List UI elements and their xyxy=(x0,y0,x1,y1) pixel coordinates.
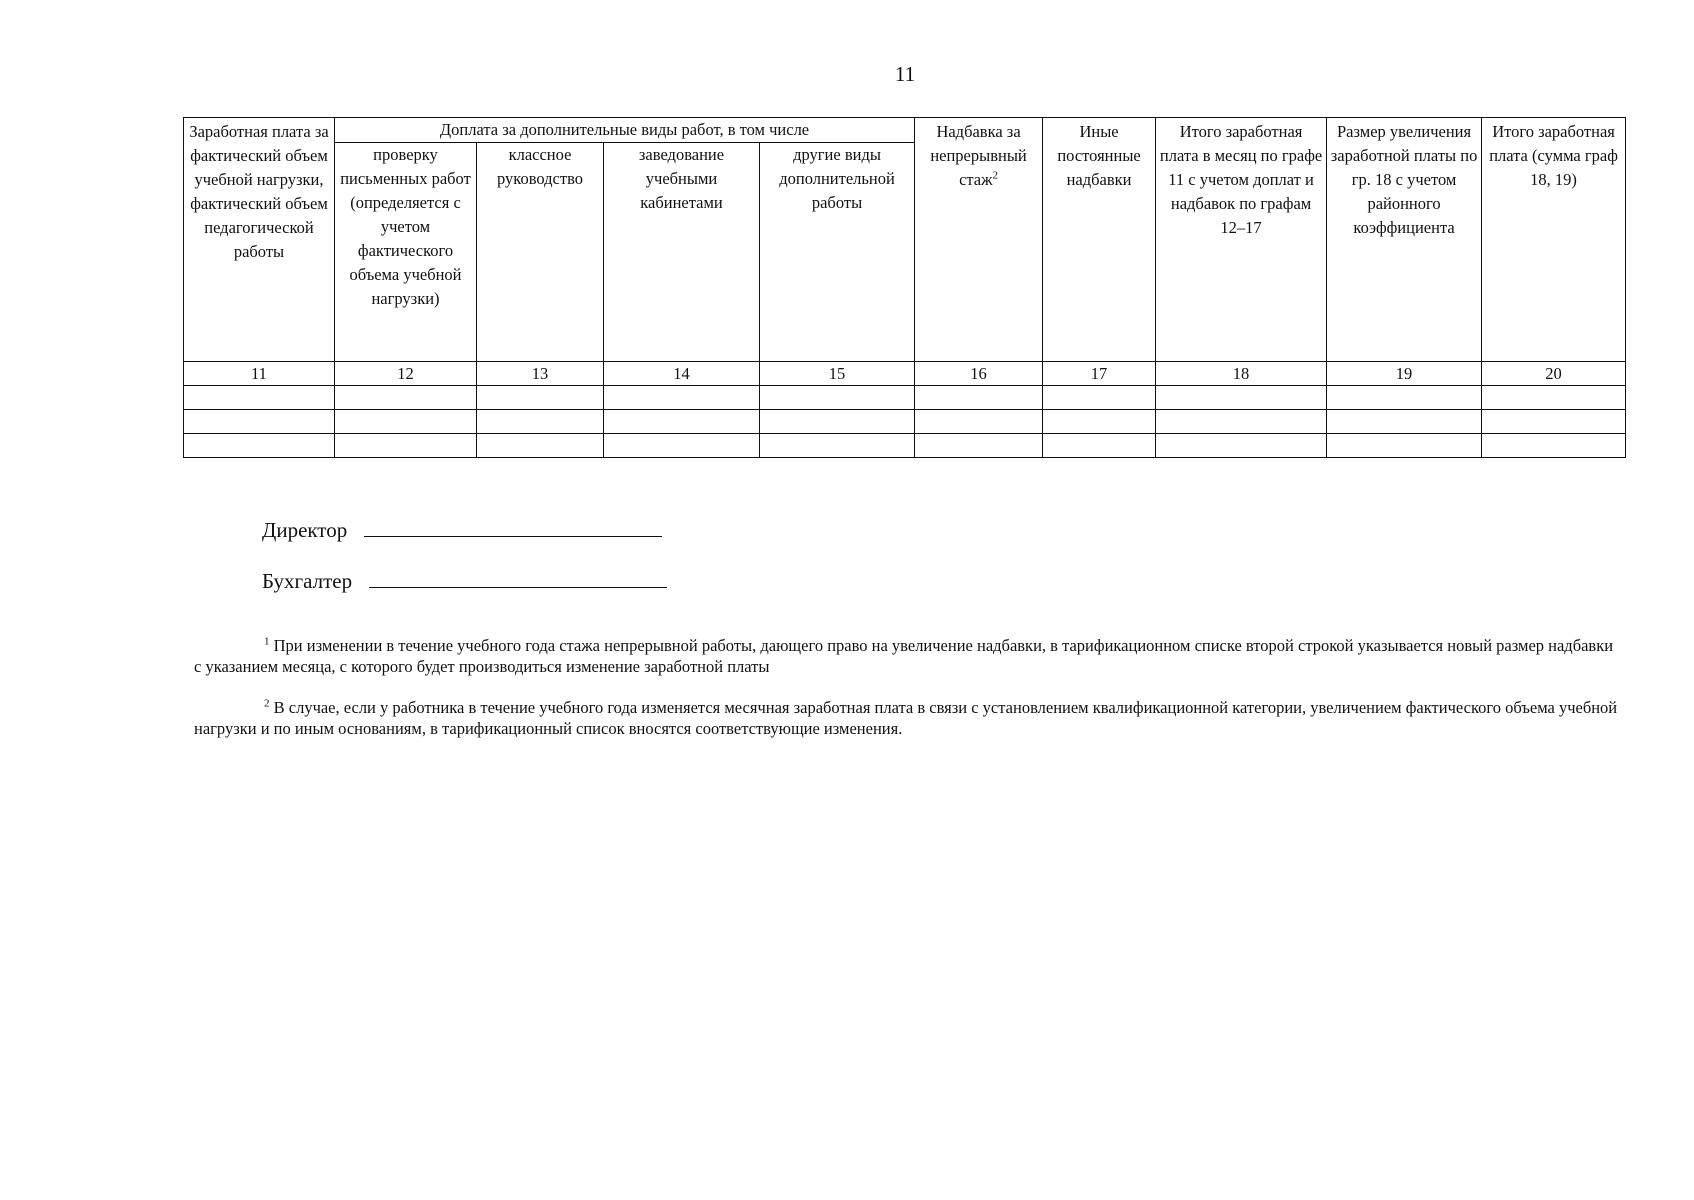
empty-cell xyxy=(1482,434,1626,458)
page-number: 11 xyxy=(894,62,916,86)
empty-cell xyxy=(1156,434,1327,458)
column-number: 16 xyxy=(915,362,1043,386)
empty-cell xyxy=(604,386,760,410)
empty-cell xyxy=(477,386,604,410)
empty-cell xyxy=(915,434,1043,458)
accountant-label: Бухгалтер xyxy=(262,569,353,593)
header-col-15: другие виды дополнительной работы xyxy=(760,143,915,362)
header-col-16 xyxy=(915,118,1043,362)
empty-cell xyxy=(760,434,915,458)
column-number: 13 xyxy=(477,362,604,386)
tariff-table xyxy=(183,117,1626,458)
table-row-empty xyxy=(184,434,1626,458)
column-number: 18 xyxy=(1156,362,1327,386)
director-signature xyxy=(262,518,662,543)
column-number: 14 xyxy=(604,362,760,386)
header-col-17: Иные постоянные надбавки xyxy=(1043,118,1156,362)
empty-cell xyxy=(477,410,604,434)
column-number: 20 xyxy=(1482,362,1626,386)
footnote-2-mark: 2 xyxy=(264,697,270,710)
header-col-19: Размер увеличения заработной платы по гр. 18 с учетом районного коэффициента xyxy=(1327,118,1482,362)
empty-cell xyxy=(915,386,1043,410)
empty-cell xyxy=(335,386,477,410)
header-col-11: Заработная плата за фактический объем учебной нагрузки, фактический объем педагогической работы xyxy=(184,118,335,362)
empty-cell xyxy=(915,410,1043,434)
empty-cell xyxy=(1327,434,1482,458)
empty-cell xyxy=(1043,386,1156,410)
footnote-1 xyxy=(194,635,1624,677)
footnote-ref-2: 2 xyxy=(992,169,999,182)
empty-cell xyxy=(184,410,335,434)
column-number: 11 xyxy=(184,362,335,386)
footnote-1-mark: 1 xyxy=(264,635,270,648)
director-label: Директор xyxy=(262,518,348,542)
empty-cell xyxy=(604,434,760,458)
empty-cell xyxy=(335,434,477,458)
director-signature-line xyxy=(364,518,662,537)
empty-cell xyxy=(1482,386,1626,410)
header-col-12: проверку письменных работ (определяется с учетом фактического объема учебной нагрузки) xyxy=(335,143,477,362)
accountant-signature-line xyxy=(369,569,667,588)
column-number: 12 xyxy=(335,362,477,386)
empty-cell xyxy=(184,386,335,410)
column-number-row xyxy=(184,362,1626,386)
table-row-empty xyxy=(184,410,1626,434)
empty-cell xyxy=(1156,410,1327,434)
column-number: 17 xyxy=(1043,362,1156,386)
empty-cell xyxy=(760,386,915,410)
column-number: 19 xyxy=(1327,362,1482,386)
header-col-14: заведование учебными кабинетами xyxy=(604,143,760,362)
header-col-16-text: Надбавка за непрерывный стаж xyxy=(930,122,1027,189)
header-col-20: Итого заработная плата (сумма граф 18, 19) xyxy=(1482,118,1626,362)
empty-cell xyxy=(1156,386,1327,410)
header-col-18: Итого заработная плата в месяц по графе 11 с учетом доплат и надбавок по графам 12–17 xyxy=(1156,118,1327,362)
footnote-2-text: В случае, если у работника в течение учебного года изменяется месячная заработная плата в связи с установлением квалификационной категории, увеличением фактического объема учебной нагрузки и по иным основаниям, в тарификационный список вносятся соответствующие изменения. xyxy=(194,698,1618,738)
empty-cell xyxy=(335,410,477,434)
footnote-1-text: При изменении в течение учебного года стажа непрерывной работы, дающего право на увеличение надбавки, в тарификационном списке второй строкой указывается новый размер надбавки с указанием месяца, с которого будет производиться изменение заработной платы xyxy=(194,636,1614,676)
column-number: 15 xyxy=(760,362,915,386)
empty-cell xyxy=(1043,410,1156,434)
empty-cell xyxy=(1482,410,1626,434)
accountant-signature xyxy=(262,569,667,594)
header-col-13: классное руководство xyxy=(477,143,604,362)
empty-cell xyxy=(184,434,335,458)
empty-cell xyxy=(1043,434,1156,458)
empty-cell xyxy=(1327,410,1482,434)
empty-cell xyxy=(477,434,604,458)
empty-cell xyxy=(604,410,760,434)
footnote-2 xyxy=(194,697,1624,739)
header-group-additional-pay: Доплата за дополнительные виды работ, в том числе xyxy=(335,118,915,143)
empty-cell xyxy=(1327,386,1482,410)
table-header-row xyxy=(184,118,1626,143)
empty-cell xyxy=(760,410,915,434)
table-row-empty xyxy=(184,386,1626,410)
